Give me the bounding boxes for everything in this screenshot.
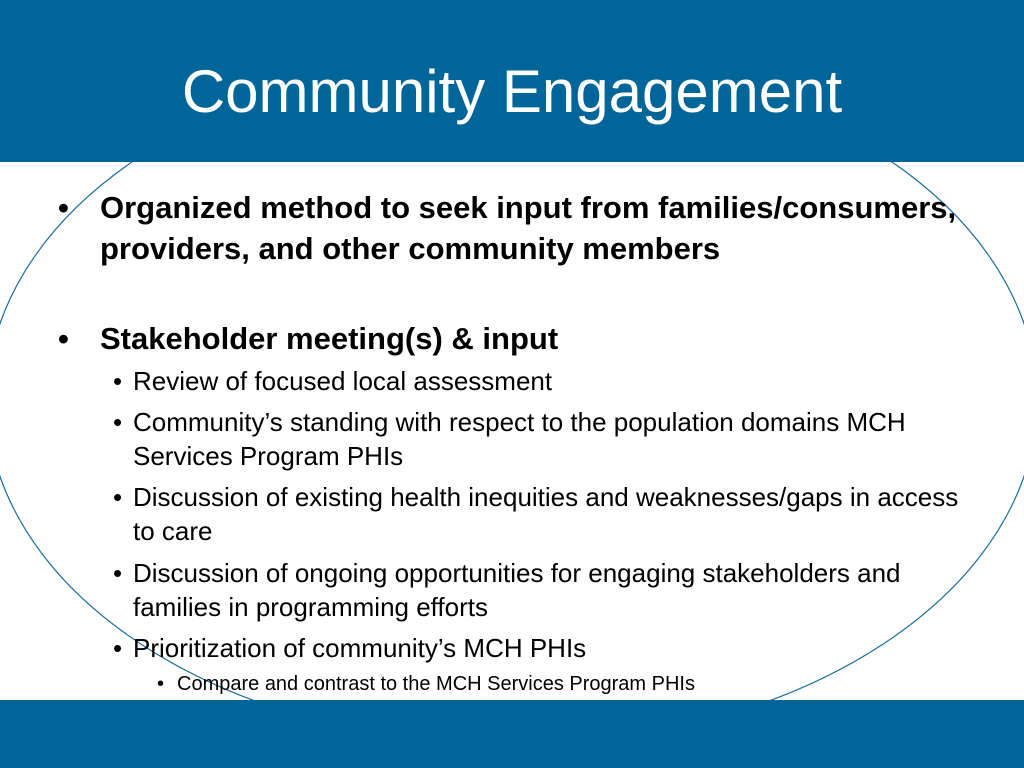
footer-bar: [0, 700, 1024, 768]
bullet-dot: •: [113, 482, 123, 512]
bullet-text: Discussion of ongoing opportunities for engaging stakeholders and families in programming efforts: [133, 558, 901, 622]
bullet-dot: •: [58, 190, 69, 225]
bullet-dot: •: [58, 321, 69, 356]
sub-bullet-item: [113, 364, 973, 398]
bullet-text: Organized method to seek input from families/consumers, providers, and other community members: [100, 190, 957, 266]
sub-bullet-item: [113, 556, 953, 624]
bullet-item: [58, 187, 980, 269]
sub-bullet-item: [113, 480, 973, 548]
bullet-dot: •: [157, 673, 165, 695]
bullet-item: [58, 318, 980, 359]
sub-bullet-item: [113, 631, 973, 665]
bullet-dot: •: [113, 633, 123, 663]
bullet-text: Stakeholder meeting(s) & input: [100, 321, 559, 356]
bullet-text: Community’s standing with respect to the population domains MCH Services Program PHIs: [133, 407, 906, 471]
sub-bullet-item: [113, 405, 933, 473]
slide-title: Community Engagement: [181, 58, 843, 125]
sub-sub-bullet-item: [157, 671, 977, 697]
bullet-text: Prioritization of community’s MCH PHIs: [133, 633, 587, 663]
bullet-dot: •: [113, 407, 123, 437]
bullet-text: Compare and contrast to the MCH Services Program PHIs: [177, 673, 695, 695]
bullet-dot: •: [113, 558, 123, 588]
bullet-dot: •: [113, 366, 123, 396]
bullet-text: Review of focused local assessment: [133, 366, 553, 396]
bullet-text: Discussion of existing health inequities and weaknesses/gaps in access to care: [133, 482, 959, 546]
